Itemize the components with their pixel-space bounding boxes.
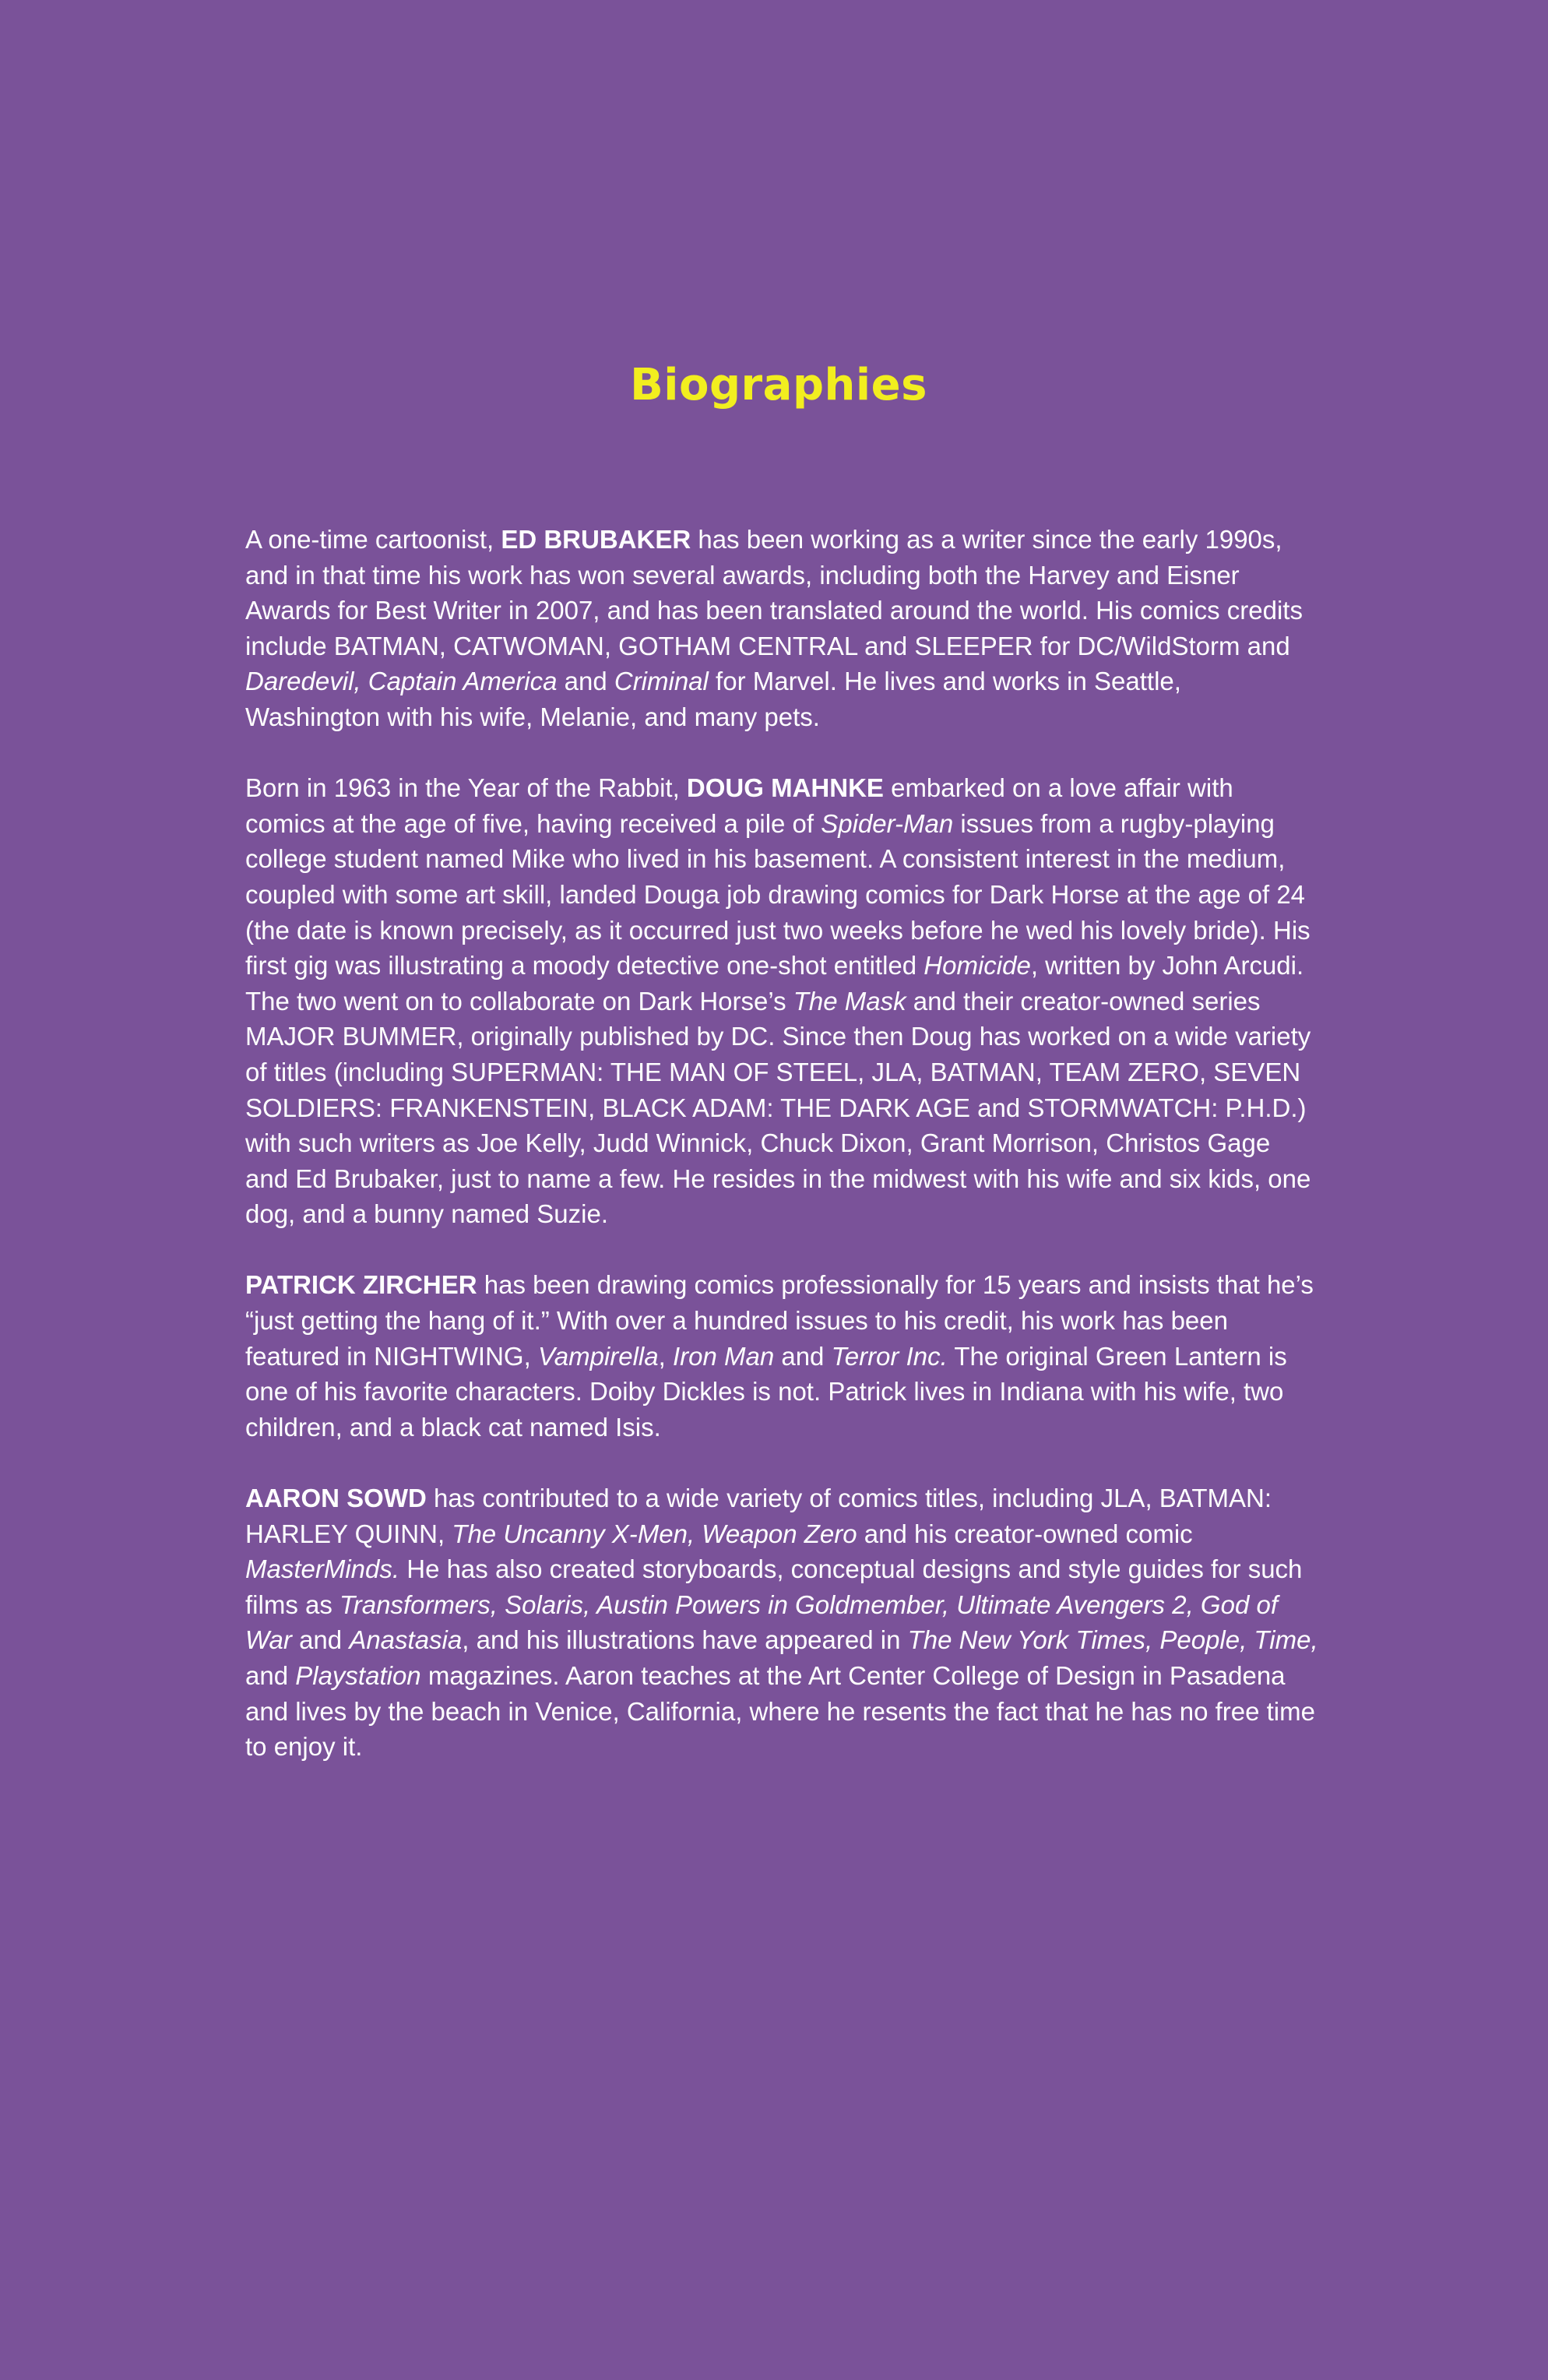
bio-text: and: [291, 1625, 350, 1655]
bio-text: issues from a rugby-playing college student named Mike who lived in his basement. A consistent interest in the medium, coupled with some art skill, landed Douga job drawing comics for Dark Horse at the age of 24 (the date is known precisely, as it occurred just two weeks before he wed his lovely bride). His first gig was illustrating a moody detective one-shot entitled: [245, 808, 1311, 981]
bio-title-italic: Criminal: [614, 667, 709, 696]
bio-title-italic: The Mask: [793, 986, 906, 1016]
bio-name: AARON SOWD: [245, 1484, 427, 1513]
bio-title-italic: MasterMinds.: [245, 1554, 400, 1584]
bio-title-italic: Iron Man: [672, 1341, 775, 1371]
bio-text: has been working as a writer since the early 1990s, and in that time his work has won several awards, including both the Harvey and Eisner Awards for Best Writer in 2007, and has been translated around the world. His comics credits include BATMAN, CATWOMAN, GOTHAM CENTRAL and SLEEPER for DC/WildStorm and: [245, 525, 1303, 660]
bio-title-italic: The Uncanny X-Men, Weapon Zero: [452, 1519, 857, 1548]
bio-text: and their creator-owned series MAJOR BUMMER, originally published by DC. Since then Doug has worked on a wide variety of titles (including SUPERMAN: THE MAN OF STEEL, JLA, BATMAN, TEAM ZERO, SEVEN SOLDIERS: FRANKENSTEIN, BLACK ADAM: THE DARK AGE and STORMWATCH: P.H.D.) with such writers as Joe Kelly, Judd Winnick, Chuck Dixon, Grant Morrison, Christos Gage and Ed Brubaker, just to name a few. He resides in the midwest with his wife and six kids, one dog, and a bunny named Suzie.: [245, 986, 1311, 1229]
bio-text: Born in 1963 in the Year of the Rabbit,: [245, 773, 687, 803]
bio-text: magazines. Aaron teaches at the Art Center College of Design in Pasadena and lives by the beach in Venice, California, where he resents the fact that he has no free time to enjoy it.: [245, 1661, 1315, 1762]
bio-title-italic: Vampirella: [537, 1341, 659, 1371]
biographies-list: [245, 522, 1320, 1800]
bio-title-italic: Terror Inc.: [831, 1341, 948, 1371]
bio-title-italic: Playstation: [295, 1661, 421, 1690]
bio-name: PATRICK ZIRCHER: [245, 1270, 477, 1300]
bio-title-italic: Spider-Man: [821, 808, 954, 838]
bio-doug-mahnke: [245, 770, 1320, 1232]
page-title: Biographies: [630, 360, 927, 410]
bio-name: ED BRUBAKER: [501, 525, 691, 554]
bio-ed-brubaker: [245, 522, 1320, 735]
bio-text: for Marvel. He lives and works in Seattle, Washington with his wife, Melanie, and many pets.: [245, 667, 1181, 731]
bio-title-italic: Homicide: [924, 951, 1031, 981]
bio-text: and: [245, 1661, 296, 1690]
bio-text: has contributed to a wide variety of comics titles, including JLA, BATMAN: HARLEY QUINN,: [245, 1484, 1272, 1548]
bio-title-italic: Anastasia: [349, 1625, 463, 1655]
bio-text: has been drawing comics professionally for 15 years and insists that he’s “just getting the hang of it.” With over a hundred issues to his credit, his work has been featured in NIGHTWING,: [245, 1270, 1314, 1371]
bio-text: , written by John Arcudi. The two went on to collaborate on Dark Horse’s: [245, 951, 1304, 1016]
bio-text: embarked on a love affair with comics at the age of five, having received a pile of: [245, 773, 1233, 838]
bio-text: and: [557, 667, 614, 696]
bio-text: , and his illustrations have appeared in: [462, 1625, 908, 1655]
bio-text: and his creator-owned comic: [857, 1519, 1193, 1548]
bio-text: ,: [658, 1341, 673, 1371]
bio-patrick-zircher: [245, 1267, 1320, 1445]
bio-text: and: [774, 1341, 832, 1371]
bio-aaron-sowd: [245, 1480, 1320, 1765]
bio-title-italic: Daredevil, Captain America: [245, 667, 558, 696]
bio-name: DOUG MAHNKE: [686, 773, 884, 803]
bio-text: He has also created storyboards, conceptual designs and style guides for such films as: [245, 1554, 1303, 1619]
bio-title-italic: Transformers, Solaris, Austin Powers in Goldmember, Ultimate Avengers 2, God of War: [245, 1590, 1278, 1655]
bio-text: The original Green Lantern is one of his favorite characters. Doiby Dickles is not. Patrick lives in Indiana with his wife, two children, and a black cat named Isis.: [245, 1341, 1287, 1442]
bio-text: A one-time cartoonist,: [245, 525, 501, 554]
bio-title-italic: The New York Times, People, Time,: [907, 1625, 1318, 1655]
